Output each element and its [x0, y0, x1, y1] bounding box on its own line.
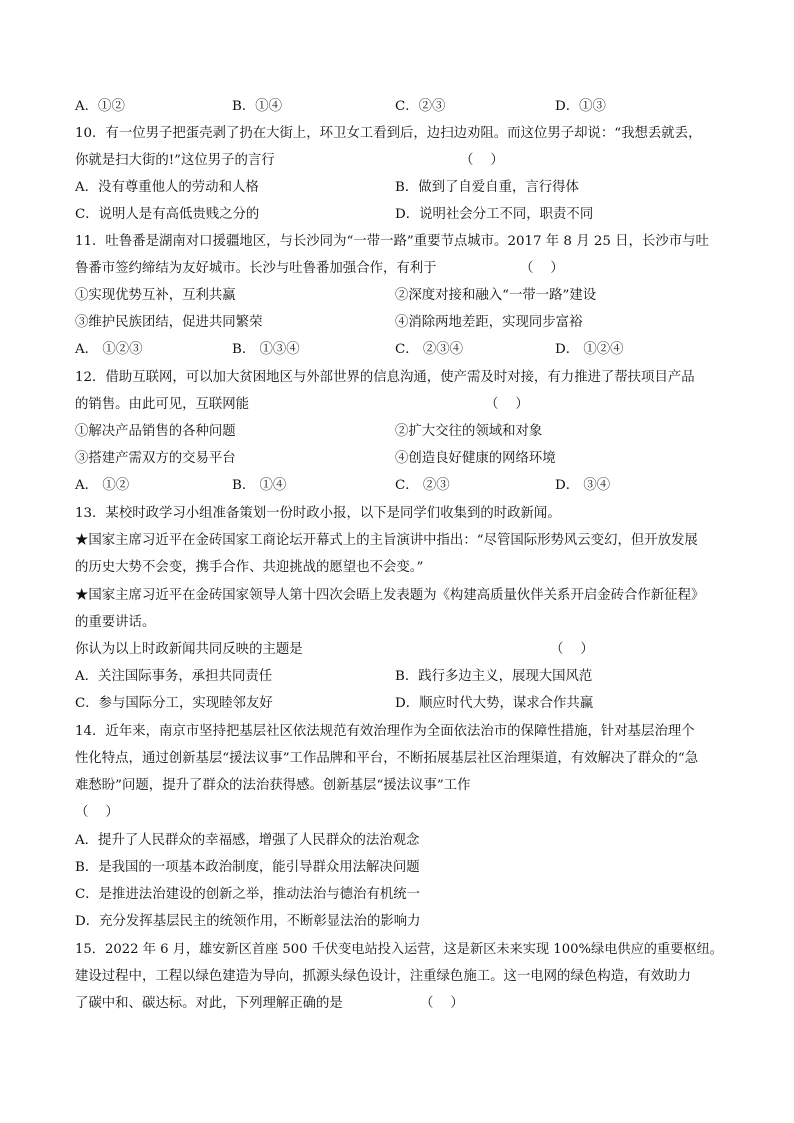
- q15-stem-line-3: 了碳中和、碳达标。对此，下列理解正确的是: [75, 996, 343, 1011]
- q13-question-line: 你认为以上时政新闻共同反映的主题是: [75, 642, 303, 657]
- q9-option-a: A．①②: [75, 99, 125, 114]
- q14-option-b: B．是我国的一项基本政治制度，能引导群众用法解决问题: [75, 860, 420, 875]
- q12-stem-line-2: 的销售。由此可见，互联网能: [75, 397, 250, 412]
- q15-stem-line-1: 15．2022 年 6 月，雄安新区首座 500 千伏变电站投入运营，这是新区未来实现 100%绿电供应的重要枢纽。: [75, 942, 723, 957]
- q11-answer-paren: （ ）: [520, 261, 564, 276]
- q10-option-a: A．没有尊重他人的劳动和人格: [75, 180, 259, 195]
- q10-stem-line-2: 你就是扫大街的!”这位男子的言行: [75, 153, 275, 168]
- q14-stem-line-3: 难愁盼”问题，提升了群众的法治获得感。创新基层“援法议事”工作: [75, 778, 471, 793]
- q13-news-1-line-2: 的历史大势不会变，携手合作、共迎挑战的愿望也不会变。”: [75, 560, 424, 575]
- q12-option-b: B． ①④: [232, 478, 287, 493]
- q11-stem-line-2: 鲁番市签约缔结为友好城市。长沙与吐鲁番加强合作，有利于: [75, 261, 437, 276]
- q15-answer-paren: （ ）: [420, 996, 464, 1011]
- q10-option-c: C．说明人是有高低贵贱之分的: [75, 207, 260, 222]
- q10-option-d: D．说明社会分工不同，职责不同: [395, 207, 594, 222]
- q11-statement-1: ①实现优势互补，互利共赢: [75, 288, 236, 303]
- q11-stem-line-1: 11．吐鲁番是湖南对口援疆地区，与长沙同为“一带一路”重要节点城市。2017 年 8 月 25 日，长沙市与吐: [75, 234, 709, 249]
- q13-option-b: B．践行多边主义，展现大国风范: [395, 669, 593, 684]
- q14-stem-line-2: 性化特点，通过创新基层“援法议事”工作品牌和平台，不断拓展基层社区治理渠道，有效解决了群众的“急: [75, 751, 699, 766]
- q13-news-2-line-1: ★国家主席习近平在金砖国家领导人第十四次会晤上发表题为《构建高质量伙伴关系开启金砖合作新征程》: [75, 588, 705, 603]
- q12-statement-1: ①解决产品销售的各种问题: [75, 424, 236, 439]
- q15-stem-line-2: 建设过程中，工程以绿色建造为导向，抓源头绿色设计，注重绿色施工。这一电网的绿色构造，有效助力: [75, 969, 691, 984]
- q9-option-c: C．②③: [395, 99, 446, 114]
- q13-option-d: D．顺应时代大势，谋求合作共赢: [395, 696, 594, 711]
- q13-option-c: C．参与国际分工，实现睦邻友好: [75, 696, 273, 711]
- q11-option-b: B． ①③④: [232, 342, 300, 357]
- q14-answer-paren: （ ）: [75, 805, 119, 820]
- q12-statement-4: ④创造良好健康的网络环境: [395, 451, 556, 466]
- q13-stem-line-1: 13．某校时政学习小组准备策划一份时政小报，以下是同学们收集到的时政新闻。: [75, 506, 561, 521]
- q10-answer-paren: （ ）: [460, 153, 504, 168]
- q10-stem-line-1: 10．有一位男子把蛋壳剥了扔在大街上，环卫女工看到后，边扫边劝阻。而这位男子却说：“我想丢就丢，: [75, 126, 702, 141]
- q14-option-a: A．提升了人民群众的幸福感，增强了人民群众的法治观念: [75, 833, 420, 848]
- q13-option-a: A．关注国际事务，承担共同责任: [75, 669, 273, 684]
- q12-option-d: D． ③④: [555, 478, 611, 493]
- q11-statement-3: ③维护民族团结，促进共同繁荣: [75, 315, 263, 330]
- q13-answer-paren: （ ）: [550, 642, 594, 657]
- q12-option-c: C． ②③: [395, 478, 450, 493]
- q11-option-c: C． ②③④: [395, 342, 464, 357]
- q13-news-1-line-1: ★国家主席习近平在金砖国家工商论坛开幕式上的主旨演讲中指出：“尽管国际形势风云变幻，但开放发展: [75, 533, 698, 548]
- q12-stem-line-1: 12．借助互联网，可以加大贫困地区与外部世界的信息沟通，使产需及时对接，有力推进了帮扶项目产品: [75, 370, 695, 385]
- q14-option-d: D．充分发挥基层民主的统领作用，不断彰显法治的影响力: [75, 914, 421, 929]
- q12-option-a: A． ①②: [75, 478, 130, 493]
- q14-stem-line-1: 14．近年来，南京市坚持把基层社区依法规范有效治理作为全面依法治市的保障性措施，针对基层治理个: [75, 724, 695, 739]
- q11-option-a: A． ①②③: [75, 342, 143, 357]
- q11-statement-4: ④消除两地差距，实现同步富裕: [395, 315, 583, 330]
- q10-option-b: B．做到了自爱自重，言行得体: [395, 180, 579, 195]
- q12-statement-2: ②扩大交往的领域和对象: [395, 424, 543, 439]
- q9-option-b: B．①④: [232, 99, 283, 114]
- q12-answer-paren: （ ）: [485, 397, 529, 412]
- q14-option-c: C．是推进法治建设的创新之举，推动法治与德治有机统一: [75, 887, 421, 902]
- q11-statement-2: ②深度对接和融入“一带一路”建设: [395, 288, 597, 303]
- q12-statement-3: ③搭建产需双方的交易平台: [75, 451, 236, 466]
- q13-news-2-line-2: 的重要讲话。: [75, 615, 156, 630]
- q11-option-d: D． ①②④: [555, 342, 624, 357]
- q9-option-d: D．①③: [555, 99, 606, 114]
